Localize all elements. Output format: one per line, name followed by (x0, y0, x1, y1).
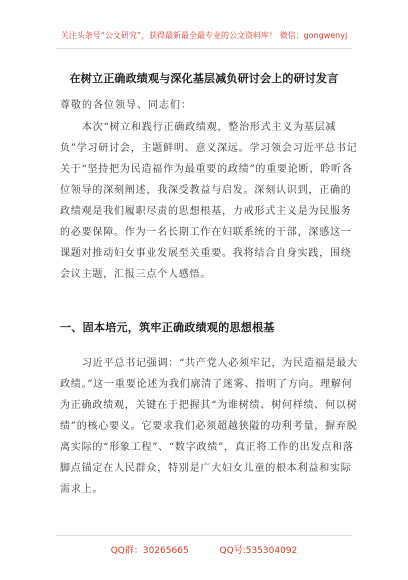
greeting-line: 尊敬的各位领导、同志们： (60, 100, 192, 111)
document-title: 在树立正确政绩观与深化基层减负研讨会上的研讨发言 (69, 72, 339, 85)
paragraph-section-1: 习近平总书记强调：“共产党人必须牢记，为民造福是最大政绩。”这一重要论述为我们廓清了迷雾、指明了方向。理解何为正确政绩观，关键在于把握其“为谁树绩、树何样绩、何以树绩”的核心要义。它要求我们必须超越狭隘的功利考量，摒弃脱离实际的“形象工程”、“数字政绩”，真正将工作的出发点和落脚点锚定在人民群众，特别是广大妇女儿童的根本利益和实际需求上。 (60, 358, 358, 495)
paragraph-intro: 本次“树立和践行正确政绩观，整治形式主义为基层减负”学习研讨会，主题鲜明、意义深远。学习领会习近平总书记关于“坚持把为民造福作为最重要的政绩”的重要论断，聆听各位领导的深刻阐述，我深受教益与启发。深刻认识到，正确的政绩观是我们履职尽责的思想根基，力戒形式主义是为民服务的必要保障。作为一名长期工作在妇联系统的干部，深感这一课题对推动妇女事业发展至关重要。我将结合自身实践，围绕会议主题，汇报三点个人感悟。 (60, 122, 358, 280)
header-divider (56, 48, 352, 49)
section-heading-1: 一、固本培元，筑牢正确政绩观的思想根基 (60, 321, 275, 334)
footer-divider (56, 535, 352, 536)
header-promo-note: 关注头条号“公文研究”，获得最新最全最专业的公文资料库！ 微信：gongwenyj (60, 31, 348, 40)
footer-contact (0, 543, 408, 556)
footer-qq-group: QQ群：30265665 (110, 546, 189, 556)
footer-qq-number: QQ号:535304092 (219, 546, 298, 556)
